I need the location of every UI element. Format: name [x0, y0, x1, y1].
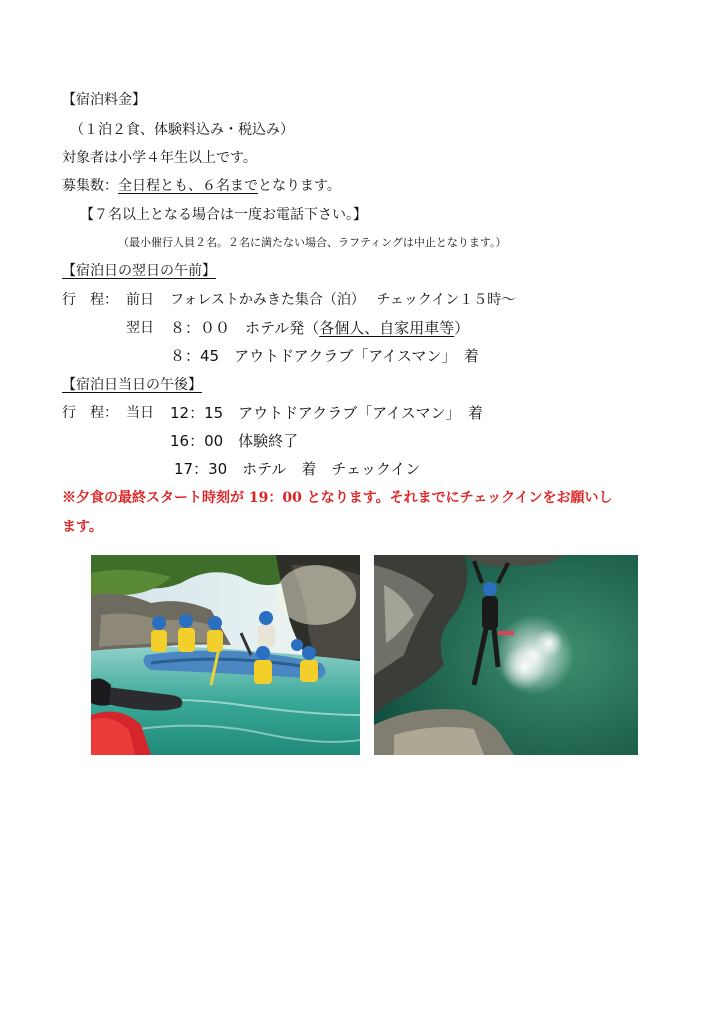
transport-note: 各個人、自家用車等	[319, 319, 455, 337]
afternoon-row-day: 当日	[126, 405, 154, 421]
morning-row-day: 前日	[126, 292, 154, 308]
morning-heading: 【宿泊日の翌日の午前】	[62, 263, 216, 279]
morning-row-day: 翌日	[126, 320, 154, 336]
capacity-line	[62, 176, 341, 196]
afternoon-row-text: 12：15 アウトドアクラブ「アイスマン」 着	[170, 404, 483, 422]
cliff-jump-photo	[374, 555, 638, 755]
call-note: 【７名以上となる場合は一度お電話下さい。】	[80, 207, 367, 223]
dinner-notice: ※夕食の最終スタート時刻が 19：00 となります。それまでにチェックインをお願いし	[62, 490, 613, 506]
capacity-suffix: となります。	[258, 178, 341, 194]
capacity-label: 募集数：	[62, 178, 118, 194]
dinner-notice-cont: ます。	[62, 519, 103, 535]
afternoon-heading: 【宿泊日当日の午後】	[62, 377, 202, 393]
afternoon-row-text: 16：00 体験終了	[170, 432, 299, 450]
afternoon-row-text: 17：30 ホテル 着 チェックイン	[174, 460, 421, 478]
afternoon-label: 行 程：	[62, 405, 118, 421]
morning-row-text: ８：45 アウトドアクラブ「アイスマン」 着	[170, 347, 479, 365]
pricing-heading: 【宿泊料金】	[62, 92, 146, 108]
rafting-group-photo	[91, 555, 360, 755]
target-text: 対象者は小学４年生以上です。	[62, 150, 257, 166]
morning-row-text: フォレストかみきた集合（泊） チェックイン１５時～	[170, 292, 516, 308]
morning-row-text: ８：００ ホテル発（	[170, 319, 320, 337]
pricing-note: （１泊２食、体験料込み・税込み）	[70, 122, 294, 138]
morning-row	[170, 318, 469, 338]
minimum-note: （最小催行人員２名。２名に満たない場合、ラフティングは中止となります。）	[118, 236, 507, 249]
capacity-value: 全日程とも、６名まで	[118, 178, 258, 194]
morning-row-tail: ）	[454, 319, 470, 337]
morning-label: 行 程：	[62, 292, 118, 308]
